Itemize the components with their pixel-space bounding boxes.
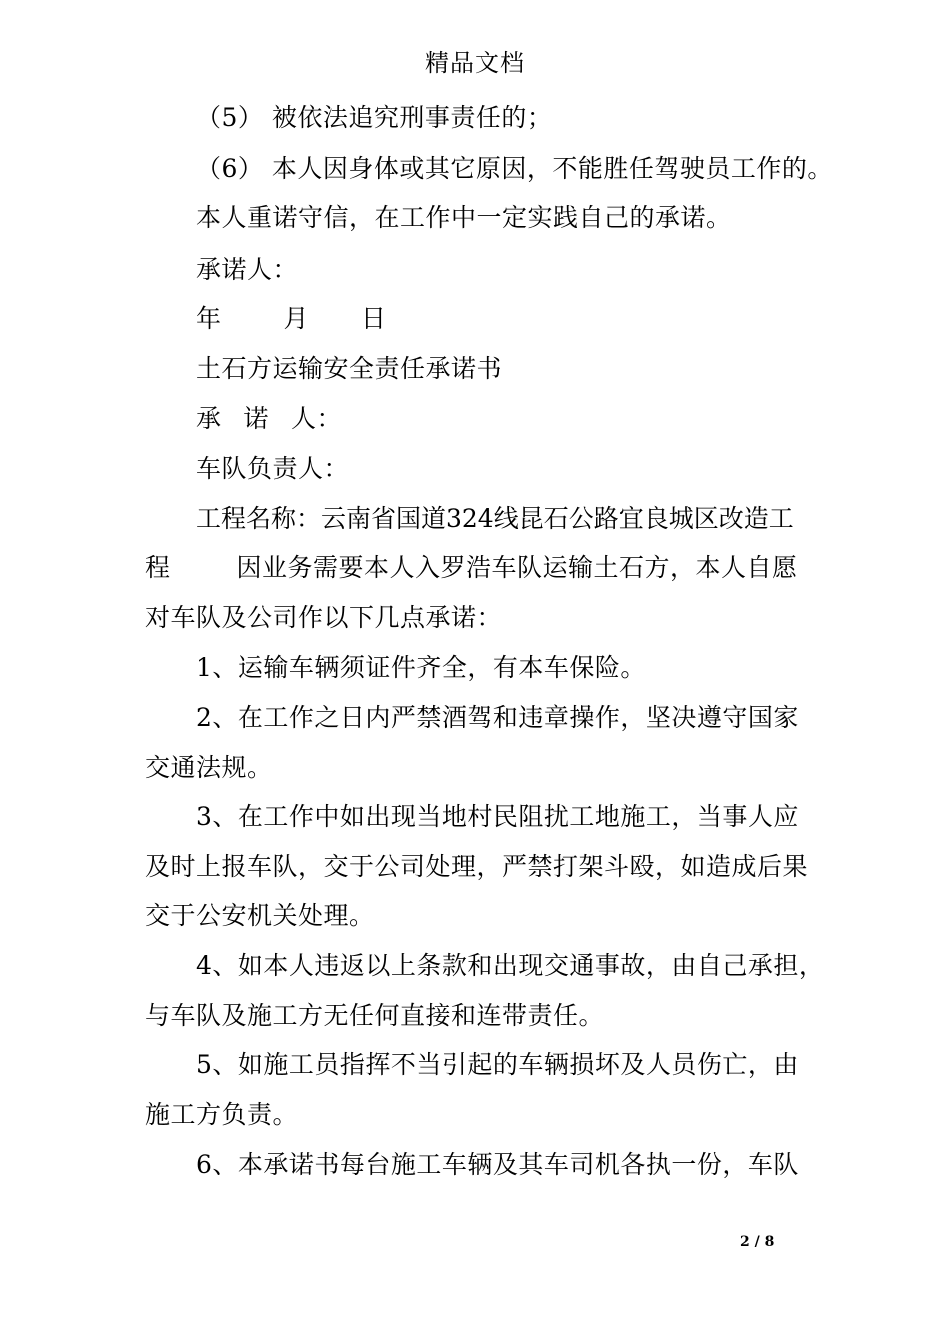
pledger-char-1: 承 [196,404,222,433]
project-name-line: 工程名称：云南省国道324线昆石公路宜良城区改造工 [196,504,794,533]
item-6-line: 6、本承诺书每台施工车辆及其车司机各执一份，车队 [196,1150,799,1179]
page-number-indicator: 2 / 8 [740,1234,775,1250]
date-month-label: 月 [283,304,310,333]
project-name-continued-line [145,551,825,585]
pledge-intro-line: 对车队及公司作以下几点承诺： [145,603,503,632]
signatory-label: 承诺人： [196,255,299,284]
team-leader-label: 车队负责人： [196,454,350,483]
item-2-continued-line: 交通法规。 [145,753,273,782]
page-header-title: 精品文档 [425,49,525,77]
date-year-label: 年 [196,304,222,333]
clause-5-line: （5） 被依法追究刑事责任的； [196,103,553,132]
item-3-final-line: 交于公安机关处理。 [145,901,375,930]
item-5-continued-line: 施工方负责。 [145,1100,299,1129]
item-1-line: 1、运输车辆须证件齐全，有本车保险。 [196,653,646,682]
item-3-continued-line: 及时上报车队，交于公司处理，严禁打架斗殴，如造成后果 [145,852,809,881]
pledger-char-2: 诺 [243,404,270,433]
clause-6-line: （6） 本人因身体或其它原因，不能胜任驾驶员工作的。 [196,154,833,183]
business-need-text: 因业务需要本人入罗浩车队运输土石方，本人自愿 [236,553,798,582]
item-4-line: 4、如本人违返以上条款和出现交通事故，由自己承担， [196,951,825,980]
date-line [196,302,876,336]
pledger-char-3: 人： [291,404,343,433]
pledger-label-line [196,402,876,436]
date-day-label: 日 [361,304,387,333]
item-3-line: 3、在工作中如出现当地村民阻扰工地施工，当事人应 [196,802,799,831]
document-section-title: 土石方运输安全责任承诺书 [196,354,503,383]
pledge-statement-line: 本人重诺守信，在工作中一定实践自己的承诺。 [196,203,732,232]
project-name-tail: 程 [145,553,171,582]
item-5-line: 5、如施工员指挥不当引起的车辆损坏及人员伤亡，由 [196,1050,799,1079]
item-2-line: 2、在工作之日内严禁酒驾和违章操作，坚决遵守国家 [196,703,799,732]
item-4-continued-line: 与车队及施工方无任何直接和连带责任。 [145,1001,605,1030]
